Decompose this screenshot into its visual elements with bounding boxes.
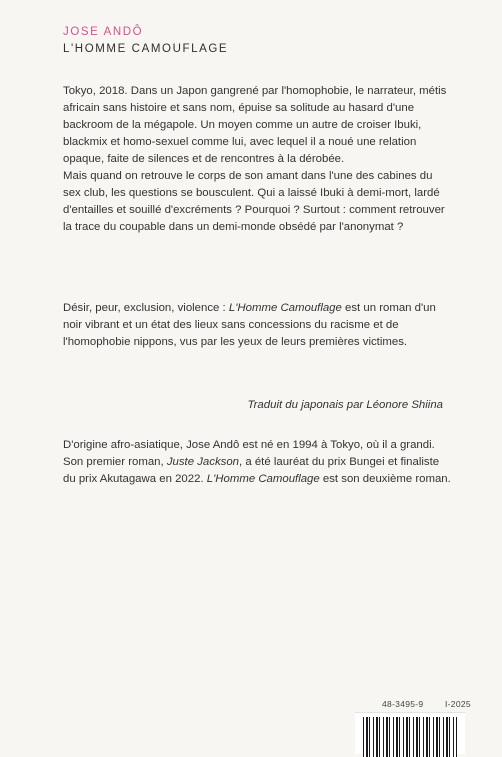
bio-text-3: est son deuxième roman. [319, 473, 451, 485]
bio-text-2: , a été lauréat du prix Bungei et finaliste du prix Akutagawa en 2022. [63, 456, 440, 485]
bio-second-novel-title: L'Homme Camouflage [206, 473, 320, 485]
p3-text-after: est un roman d'un noir vibrant et un état des lieux sans concessions du racisme et de l'homophobie nippons, vus par les yeux de leurs premières victimes. [63, 302, 436, 348]
p3-book-title: L'Homme Camouflage [228, 302, 342, 314]
barcode-bars [363, 717, 457, 757]
isbn-fragment: 48-3495-9 [382, 699, 424, 709]
summary-paragraph-3 [63, 300, 453, 351]
summary-block [63, 83, 453, 236]
summary-conclusion [63, 300, 453, 351]
summary-paragraph-2: Mais quand on retrouve le corps de son amant dans l'une des cabines du sex club, les questions se bousculent. Qui a laissé Ibuki à demi-mort, lardé d'entailles et souillé d'excréments ? Pourquoi ? Surtout : comment retrouver la trace du coupable dans un demi-monde obsédé par l'anonymat ? [63, 170, 445, 233]
summary-paragraph-1: Tokyo, 2018. Dans un Japon gangrené par l'homophobie, le narrateur, métis africain sans histoire et sans nom, épuise sa solitude au hasard d'une backroom de la mégapole. Un moyen comme un autre de croiser Ibuki, blackmix et homo-sexuel comme lui, avec lequel il a noué une relation opaque, faite de silences et de rencontres à la dérobée. [63, 85, 447, 165]
translation-credit: Traduit du japonais par Léonore Shiina [247, 399, 443, 411]
bio-text-1: D'origine afro-asiatique, Jose Andô est né en 1994 à Tokyo, où il a grandi. Son premier roman, [63, 439, 435, 468]
author-bio [63, 437, 453, 488]
book-title: L'HOMME CAMOUFLAGE [63, 43, 229, 55]
barcode [355, 712, 465, 754]
p3-text-before: Désir, peur, exclusion, violence : [63, 302, 229, 314]
bio-paragraph [63, 437, 453, 488]
bio-first-novel-title: Juste Jackson [166, 456, 240, 468]
edition-code: I-2025 [445, 699, 471, 709]
author-name: JOSE ANDÔ [63, 26, 144, 38]
